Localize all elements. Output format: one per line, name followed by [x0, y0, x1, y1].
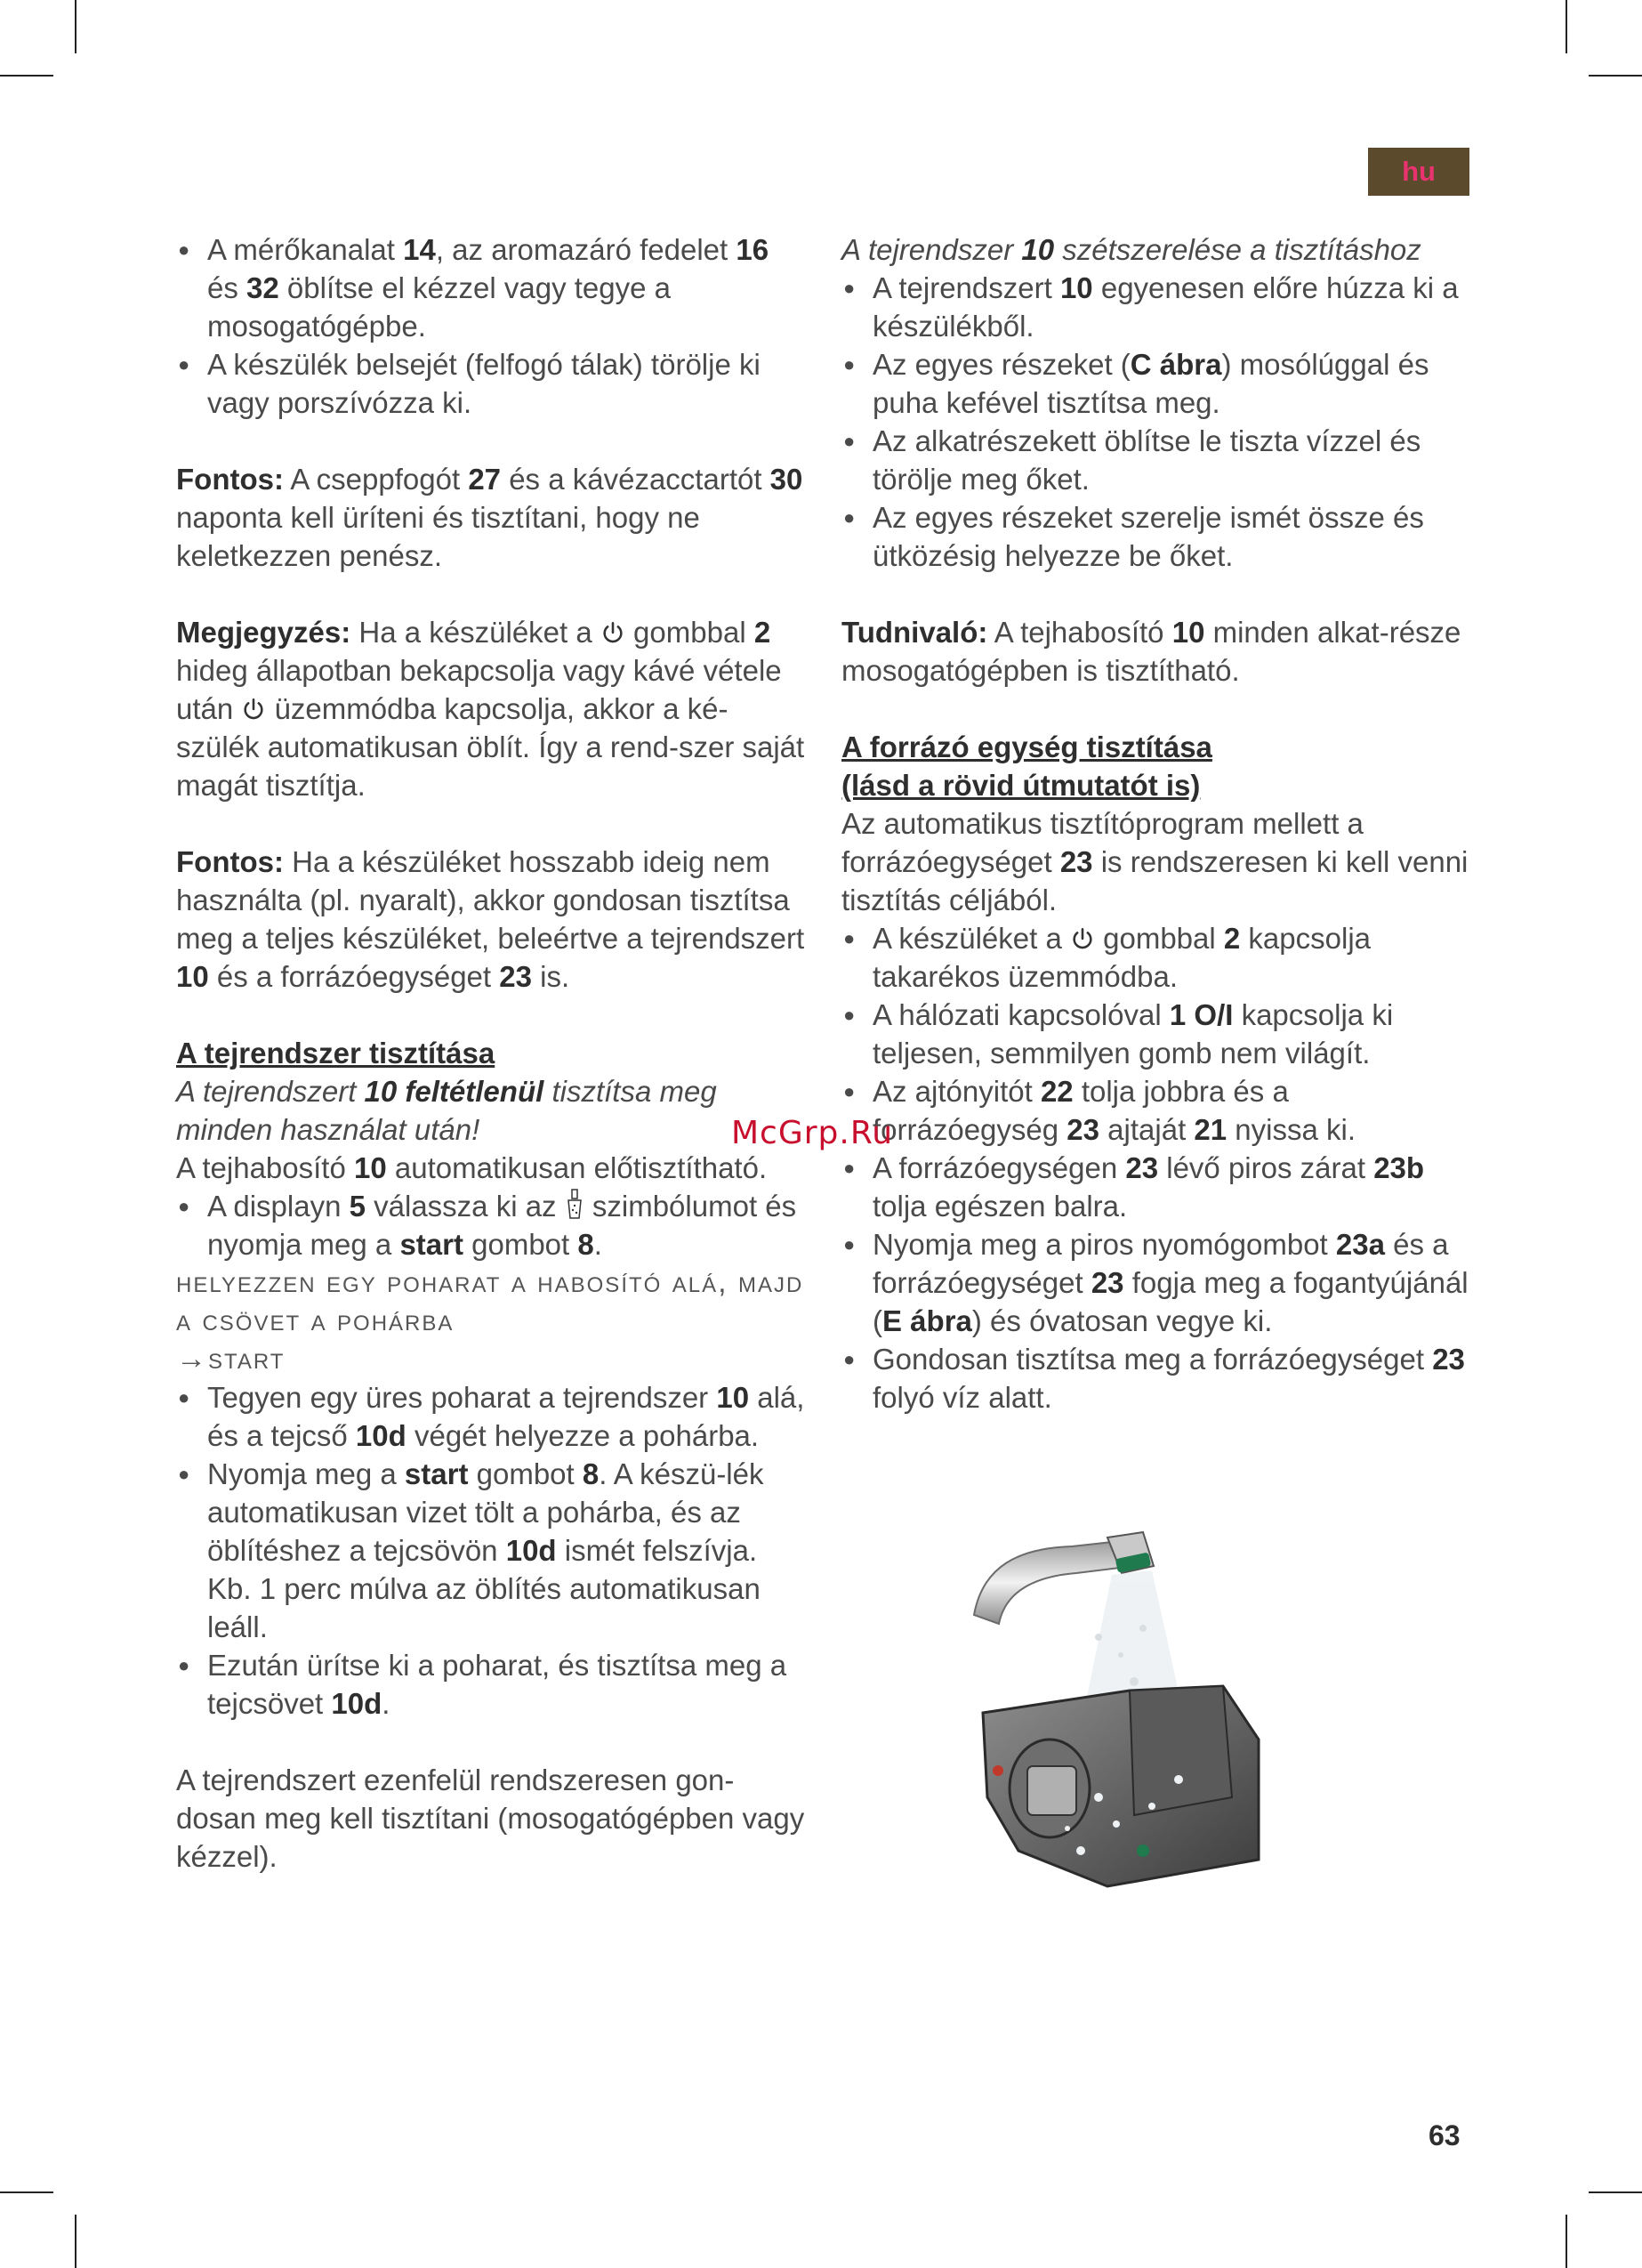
brew-unit-heading: A forrázó egység tisztítása — [841, 730, 1212, 763]
crop-mark — [0, 2191, 53, 2193]
power-icon — [600, 621, 625, 646]
bold-ref: 21 — [1194, 1113, 1227, 1146]
bold-ref: Fontos: — [176, 463, 284, 496]
bold-ref: 30 — [769, 463, 803, 496]
crop-mark — [75, 0, 76, 53]
list-item: ● A mérőkanalat 14, az aromazáró fedelet 16 és 32 öblítse el kézzel vagy tegye a mosogatógépbe. — [176, 230, 808, 345]
brew-unit-list — [841, 919, 1473, 1416]
bold-ref: 32 — [246, 271, 279, 304]
bold-ref: 2 — [1223, 922, 1241, 955]
crop-mark — [1566, 0, 1567, 53]
milk-steps-1 — [176, 1187, 808, 1263]
list-item: ● Az egyes részeket szerelje ismét össze és ütközésig helyezze be őket. — [841, 498, 1473, 575]
bold-ref: 23 — [1059, 845, 1093, 878]
milk-cleaning-heading: A tejrendszer tisztítása — [176, 1037, 495, 1069]
list-item: ● Gondosan tisztítsa meg a forrázóegységet 23 folyó víz alatt. — [841, 1340, 1473, 1416]
brew-unit-intro: Az automatikus tisztítóprogram mellett a forrázóegységet 23 is rendszeresen ki kell venni tisztítás céljából. — [841, 807, 1469, 916]
bold-ref: 10 — [176, 960, 209, 993]
tudnivalo-note: Tudnivaló: A tejhabosító 10 minden alkat-része mosogatógépben is tisztítható. — [841, 616, 1461, 687]
bold-ref: Tudnivaló: — [841, 616, 988, 649]
crop-mark — [1589, 75, 1642, 77]
bold-ref: 10d — [355, 1419, 406, 1452]
language-badge: hu — [1368, 148, 1469, 196]
disassembly-list — [841, 269, 1473, 575]
bold-ref: 16 — [736, 233, 769, 266]
list-item: ● Nyomja meg a piros nyomógombot 23a és a forrázóegységet 23 fogja meg a fogantyújánál (E ábra) és óvatosan vegye ki. — [841, 1225, 1473, 1340]
bold-ref: 10d — [331, 1687, 382, 1720]
page-number: 63 — [1429, 2119, 1461, 2151]
bold-ref: 23 — [1066, 1113, 1100, 1146]
bold-ref: 23 — [1432, 1343, 1465, 1376]
bold-ref: 22 — [1040, 1075, 1074, 1108]
bold-ref: 8 — [577, 1228, 594, 1261]
milk-auto-text: A tejhabosító 10 automatikusan előtisztítható. — [176, 1151, 768, 1184]
list-item: ● Nyomja meg a start gombot 8. A készü-lék automatikusan vizet tölt a pohárba, és az öblítéshez a tejcsövön 10d ismét felszívja. Kb. 1 perc múlva az öblítés automatikusan leáll. — [176, 1455, 808, 1646]
bold-ref: 10 — [716, 1381, 750, 1414]
disassembly-title — [841, 230, 1473, 269]
italic-text: A tejrendszert — [176, 1075, 365, 1108]
list-item: ● Az ajtónyitót 22 tolja jobbra és a forrázóegység 23 ajtaját 21 nyissa ki. — [841, 1072, 1473, 1149]
bold-ref: 10d — [505, 1534, 557, 1567]
italic-text: szétszerelése a tisztításhoz — [1054, 233, 1421, 266]
bold-ref: start — [399, 1228, 463, 1261]
crop-mark — [1566, 2215, 1567, 2268]
list-item: ● A készülék belsejét (felfogó tálak) törölje ki vagy porszívózza ki. — [176, 345, 808, 422]
power-icon — [1070, 927, 1095, 952]
bold-ref: 8 — [582, 1457, 600, 1490]
bold-ref: 23a — [1335, 1228, 1385, 1261]
bold-ref: start — [404, 1457, 469, 1490]
bold-italic-ref: 10 feltétlenül — [364, 1075, 544, 1108]
crop-mark — [0, 75, 53, 77]
bold-ref: 23b — [1373, 1151, 1425, 1184]
bold-ref: 10 — [1171, 616, 1205, 649]
power-icon — [241, 698, 266, 722]
left-column — [176, 230, 808, 1876]
bold-ref: 2 — [753, 616, 771, 649]
bold-ref: 23 — [1091, 1266, 1124, 1299]
list-item: ● Az egyes részeket (C ábra) mosólúggal és puha kefével tisztítsa meg. — [841, 345, 1473, 422]
bold-italic-ref: 10 — [1021, 233, 1055, 266]
display-message — [176, 1263, 808, 1378]
display-message-arrow: →start — [176, 1342, 286, 1376]
megjegyzes-note: Megjegyzés: Ha a készüléket a gombbal 2 hideg állapotban bekapcsolja vagy kávé vétele után üzemmódba kapcsolja, akkor a ké-szülék automatikusan öblít. Így a rend-szer saját magát tisztítja. — [176, 616, 805, 802]
bold-ref: 1 O/I — [1169, 998, 1234, 1031]
milk-cleaning-italic — [176, 1072, 808, 1149]
milk-rinse-icon — [565, 1188, 584, 1222]
list-item: ● A készüléket a gombbal 2 kapcsolja takarékos üzemmódba. — [841, 919, 1473, 996]
brew-unit-rinsing-illustration — [965, 1530, 1276, 1891]
bold-ref: E ábra — [882, 1304, 972, 1337]
bold-ref: C ábra — [1130, 348, 1222, 381]
bold-ref: Megjegyzés: — [176, 616, 351, 649]
closing-text: A tejrendszert ezenfelül rendszeresen gon-dosan meg kell tisztítani (mosogatógépben vagy kézzel). — [176, 1764, 805, 1873]
bold-ref: 14 — [403, 233, 436, 266]
right-column — [841, 230, 1473, 1416]
bold-ref: Fontos: — [176, 845, 284, 878]
italic-text: A tejrendszer — [841, 233, 1022, 266]
list-item: ● A forrázóegységen 23 lévő piros zárat 23b tolja egészen balra. — [841, 1149, 1473, 1225]
fontos-note-1: Fontos: A cseppfogót 27 és a kávézacctartót 30 naponta kell üríteni és tisztítani, hogy ne keletkezzen penész. — [176, 463, 803, 572]
bold-ref: 23 — [1125, 1151, 1159, 1184]
intro-list — [176, 230, 808, 422]
list-item: ● Ezután ürítse ki a poharat, és tisztítsa meg a tejcsövet 10d. — [176, 1646, 808, 1723]
milk-steps-2 — [176, 1378, 808, 1723]
bold-ref: 23 — [499, 960, 532, 993]
list-item: ● A tejrendszert 10 egyenesen előre húzza ki a készülékből. — [841, 269, 1473, 345]
watermark: McGrp.Ru — [731, 1115, 894, 1151]
list-item: ● Tegyen egy üres poharat a tejrendszer 10 alá, és a tejcső 10d végét helyezze a pohárba. — [176, 1378, 808, 1455]
bold-ref: 27 — [468, 463, 502, 496]
fontos-note-2: Fontos: Ha a készüléket hosszabb ideig nem használta (pl. nyaralt), akkor gondosan tisztítsa meg a teljes készüléket, beleértve a tejrendszert 10 és a forrázóegységet 23 is. — [176, 845, 805, 993]
display-message-text: helyezzen egy poharat a habosító alá, majd a csövet a pohárba — [176, 1265, 804, 1337]
bold-ref: 10 — [353, 1151, 387, 1184]
bold-ref: 5 — [349, 1190, 366, 1223]
list-item: ● Az alkatrészekett öblítse le tiszta vízzel és törölje meg őket. — [841, 422, 1473, 498]
italic-text: tisztítsa meg minden használat után! — [176, 1075, 717, 1146]
list-item: ● A displayn 5 válassza ki az szimbólumot és nyomja meg a start gombot 8. — [176, 1187, 808, 1263]
bold-ref: 10 — [1059, 271, 1093, 304]
crop-mark — [1589, 2191, 1642, 2193]
crop-mark — [75, 2215, 76, 2268]
list-item: ● A hálózati kapcsolóval 1 O/I kapcsolja ki teljesen, semmilyen gomb nem világít. — [841, 996, 1473, 1072]
brew-unit-subheading: (lásd a rövid útmutatót is) — [841, 769, 1201, 802]
